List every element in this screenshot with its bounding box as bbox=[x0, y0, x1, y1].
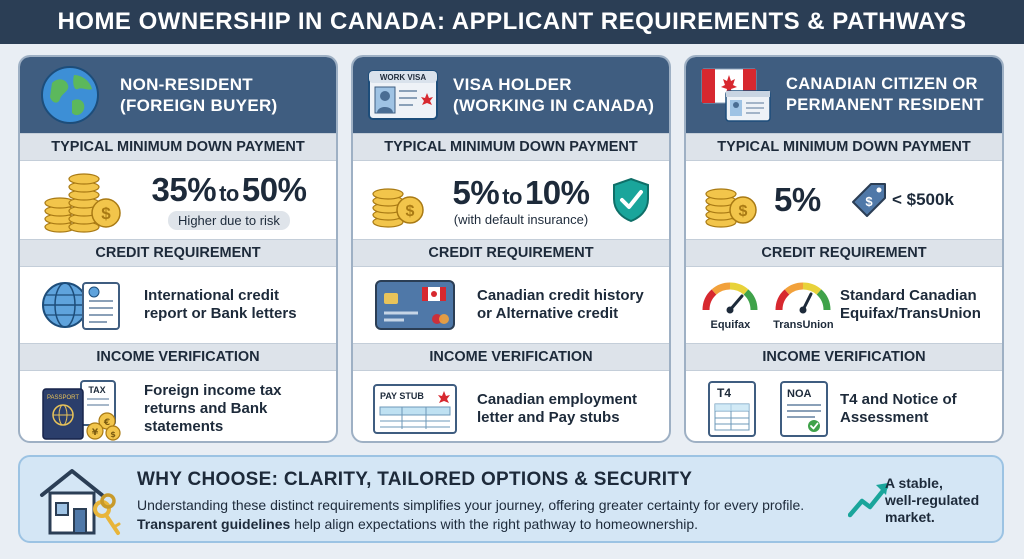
page-title: HOME OWNERSHIP IN CANADA: APPLICANT REQUIREMENTS & PATHWAYS bbox=[57, 8, 967, 35]
paragraph-part1: Understanding these distinct requirements simplifies your journey, offering greater certainty for every profile. bbox=[137, 497, 805, 513]
stable-line1: A stable, bbox=[885, 475, 943, 491]
down-payment-note: (with default insurance) bbox=[453, 211, 589, 227]
globe-document-icon bbox=[20, 275, 144, 335]
credit-heading: CREDIT REQUIREMENT bbox=[20, 239, 336, 267]
transunion-gauge bbox=[773, 280, 834, 331]
column-non-resident bbox=[18, 55, 338, 443]
down-payment-section bbox=[20, 161, 336, 239]
credit-line2: or Alternative credit bbox=[477, 305, 619, 322]
income-line2: Assessment bbox=[840, 409, 929, 426]
stable-market-note bbox=[885, 475, 995, 526]
pay-stub-icon bbox=[353, 381, 477, 437]
equifax-gauge bbox=[700, 280, 760, 331]
credit-section bbox=[353, 267, 669, 343]
income-line2: letter and Pay stubs bbox=[477, 409, 620, 426]
down-payment-heading: TYPICAL MINIMUM DOWN PAYMENT bbox=[353, 133, 669, 161]
svg-text:$: $ bbox=[405, 203, 415, 220]
price-threshold: < $500k bbox=[892, 190, 954, 209]
income-line2: returns and Bank bbox=[144, 400, 268, 417]
t4-document-icon bbox=[707, 380, 757, 438]
work-visa-card-icon bbox=[353, 57, 453, 133]
svg-text:$: $ bbox=[865, 194, 873, 209]
column-title-line2: PERMANENT RESIDENT bbox=[786, 96, 984, 114]
credit-heading: CREDIT REQUIREMENT bbox=[353, 239, 669, 267]
income-line1: T4 and Notice of bbox=[840, 391, 957, 408]
coin-stack-icon bbox=[353, 172, 441, 228]
tax-label: TAX bbox=[88, 385, 106, 395]
stable-line3: market. bbox=[885, 509, 935, 525]
column-visa-holder bbox=[351, 55, 671, 443]
credit-line1: International credit bbox=[144, 287, 280, 304]
visa-label: WORK VISA bbox=[379, 73, 427, 82]
noa-label: NOA bbox=[787, 388, 812, 400]
column-title-line2: (FOREIGN BUYER) bbox=[120, 96, 278, 115]
equifax-label: Equifax bbox=[710, 318, 751, 331]
column-title-line1: NON-RESIDENT bbox=[120, 75, 253, 94]
why-choose-heading: WHY CHOOSE: CLARITY, TAILORED OPTIONS & SECURITY bbox=[137, 469, 693, 490]
tax-documents bbox=[686, 380, 840, 438]
pay-stub-label: PAY STUB bbox=[380, 391, 424, 401]
range-to: to bbox=[219, 180, 239, 206]
coin-stack-icon bbox=[20, 167, 144, 233]
down-payment-range bbox=[144, 171, 314, 209]
paragraph-part2: help align expectations with the right pathway to homeownership. bbox=[290, 516, 699, 532]
credit-section bbox=[686, 267, 1002, 343]
range-to: to bbox=[502, 183, 522, 209]
down-payment-section bbox=[353, 161, 669, 239]
down-payment-range bbox=[441, 174, 601, 212]
shield-check-icon bbox=[601, 177, 661, 223]
passport-tax-icon bbox=[20, 377, 144, 441]
coin-stack-icon bbox=[686, 172, 774, 228]
income-line3: statements bbox=[144, 418, 224, 435]
column-header bbox=[686, 57, 1002, 133]
transunion-label: TransUnion bbox=[773, 318, 834, 331]
column-title-line2: (WORKING IN CANADA) bbox=[453, 96, 655, 115]
column-title-line1: VISA HOLDER bbox=[453, 75, 572, 94]
down-payment-value: 5% bbox=[774, 181, 821, 218]
income-section bbox=[353, 371, 669, 443]
down-payment-high: 10% bbox=[524, 173, 590, 211]
canada-flag-id-icon bbox=[686, 57, 786, 133]
income-line1: Canadian employment bbox=[477, 391, 638, 408]
house-keys-icon bbox=[38, 465, 124, 542]
income-line1: Foreign income tax bbox=[144, 382, 282, 399]
income-section bbox=[20, 371, 336, 443]
income-heading: INCOME VERIFICATION bbox=[20, 343, 336, 371]
why-choose-panel bbox=[18, 455, 1004, 543]
why-choose-paragraph bbox=[137, 496, 847, 534]
column-header bbox=[20, 57, 336, 133]
credit-line1: Standard Canadian bbox=[840, 287, 977, 304]
gauge-icon bbox=[773, 280, 833, 314]
gauge-icon bbox=[700, 280, 760, 314]
credit-line2: Equifax/TransUnion bbox=[840, 305, 981, 322]
paragraph-bold: Transparent guidelines bbox=[137, 516, 291, 532]
column-title-line1: CANADIAN CITIZEN OR bbox=[786, 75, 978, 93]
svg-text:$: $ bbox=[110, 430, 116, 439]
noa-document-icon bbox=[779, 380, 829, 438]
down-payment-section bbox=[686, 161, 1002, 239]
credit-heading: CREDIT REQUIREMENT bbox=[686, 239, 1002, 267]
svg-text:$: $ bbox=[738, 203, 748, 220]
t4-label: T4 bbox=[717, 386, 732, 400]
credit-section bbox=[20, 267, 336, 343]
passport-label: PASSPORT bbox=[46, 395, 80, 401]
globe-icon bbox=[20, 57, 120, 133]
credit-card-icon bbox=[353, 277, 477, 333]
svg-text:$: $ bbox=[101, 204, 111, 223]
down-payment-low: 35% bbox=[151, 170, 217, 208]
down-payment-low: 5% bbox=[452, 173, 500, 211]
column-citizen-pr bbox=[684, 55, 1004, 443]
svg-text:¥: ¥ bbox=[91, 428, 99, 438]
down-payment-high: 50% bbox=[241, 170, 307, 208]
down-payment-heading: TYPICAL MINIMUM DOWN PAYMENT bbox=[20, 133, 336, 161]
down-payment-heading: TYPICAL MINIMUM DOWN PAYMENT bbox=[686, 133, 1002, 161]
price-tag-icon bbox=[846, 180, 892, 220]
income-heading: INCOME VERIFICATION bbox=[353, 343, 669, 371]
stable-line2: well-regulated bbox=[885, 492, 980, 508]
income-section bbox=[686, 371, 1002, 443]
credit-gauges bbox=[686, 280, 840, 331]
credit-line1: Canadian credit history bbox=[477, 287, 644, 304]
credit-line2: report or Bank letters bbox=[144, 305, 297, 322]
income-heading: INCOME VERIFICATION bbox=[686, 343, 1002, 371]
svg-text:€: € bbox=[103, 418, 111, 428]
page-title-bar bbox=[0, 0, 1024, 44]
column-header bbox=[353, 57, 669, 133]
down-payment-note: Higher due to risk bbox=[168, 211, 290, 230]
